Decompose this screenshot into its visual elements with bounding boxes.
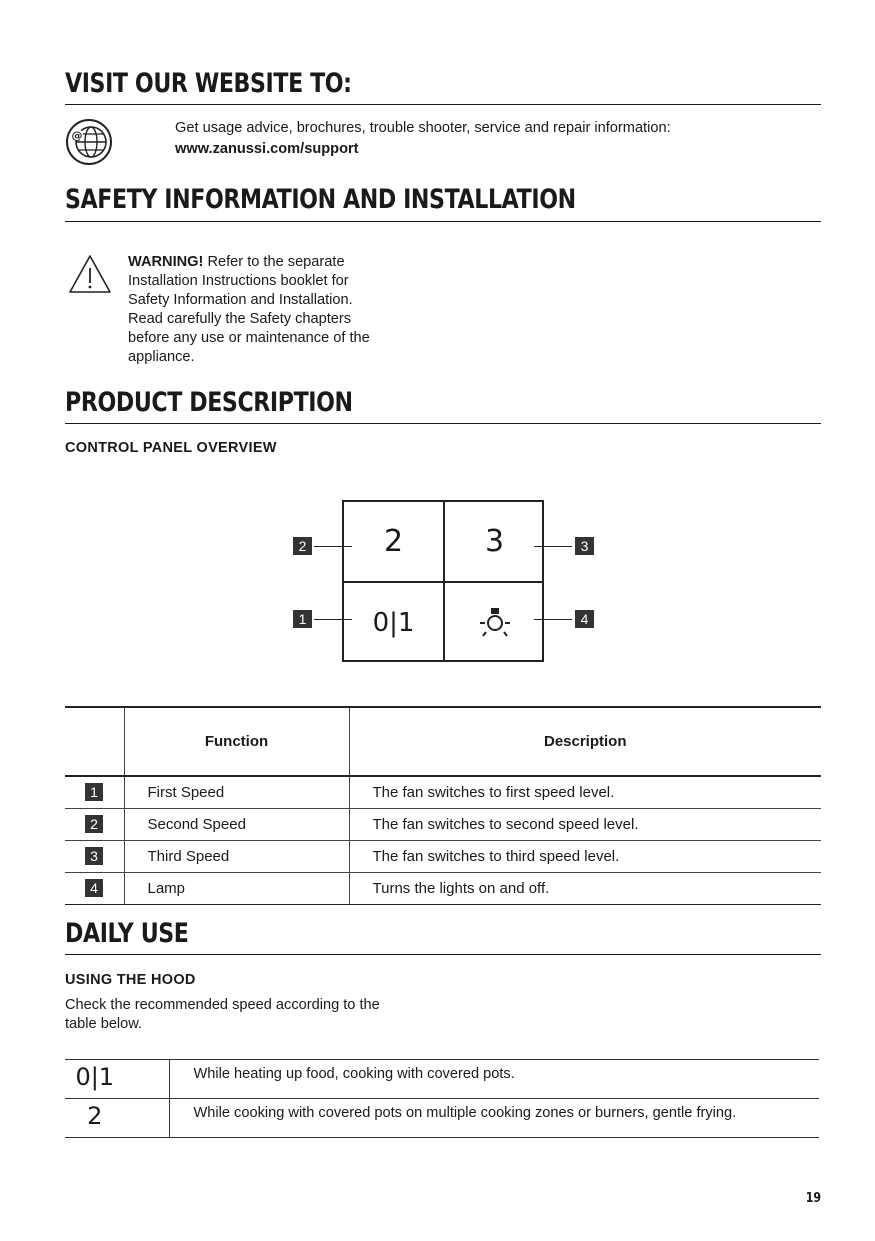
warning-line-3: Safety Information and Installation. xyxy=(128,292,353,308)
usage-text: While cooking with covered pots on multiple cooking zones or burners, gentle frying. xyxy=(169,1099,819,1138)
row-description: Turns the lights on and off. xyxy=(349,872,821,904)
website-heading: VISIT OUR WEBSITE TO: xyxy=(65,68,352,99)
daily-intro xyxy=(65,996,465,1034)
safety-rule xyxy=(65,221,821,222)
warning-line-4: Read carefully the Safety chapters xyxy=(128,311,352,327)
globe-at-icon xyxy=(65,119,113,165)
warning-label: WARNING! xyxy=(128,254,204,270)
callout-3-line xyxy=(534,546,572,547)
table-row xyxy=(65,1099,819,1138)
usage-speed: 2 xyxy=(65,1099,169,1138)
table-row xyxy=(65,776,821,808)
row-function: Lamp xyxy=(124,872,349,904)
table-row xyxy=(65,1060,819,1099)
speed-usage-table xyxy=(65,1059,819,1138)
on-off-speed-1-button[interactable]: 0|1 xyxy=(372,607,415,638)
control-panel-subtitle: CONTROL PANEL OVERVIEW xyxy=(65,440,277,456)
callout-2-line xyxy=(314,546,352,547)
warning-triangle-icon xyxy=(68,254,112,294)
callout-2: 2 xyxy=(293,537,312,555)
header-description: Description xyxy=(349,707,821,776)
usage-speed: 0|1 xyxy=(65,1060,169,1099)
warning-line-2: Installation Instructions booklet for xyxy=(128,273,349,289)
row-badge: 3 xyxy=(85,847,103,865)
callout-1: 1 xyxy=(293,610,312,628)
website-text: Get usage advice, brochures, trouble shooter, service and repair information: xyxy=(175,120,671,136)
lamp-button[interactable] xyxy=(445,583,544,662)
warning-line-5: before any use or maintenance of the xyxy=(128,330,370,346)
daily-use-heading: DAILY USE xyxy=(65,918,189,949)
table-row xyxy=(65,808,821,840)
speed-3-button[interactable]: 3 xyxy=(484,524,505,559)
website-url[interactable]: www.zanussi.com/support xyxy=(175,141,359,157)
table-row xyxy=(65,840,821,872)
callout-4: 4 xyxy=(575,610,594,628)
row-description: The fan switches to first speed level. xyxy=(349,776,821,808)
product-rule xyxy=(65,423,821,424)
product-heading: PRODUCT DESCRIPTION xyxy=(65,387,353,418)
header-function: Function xyxy=(124,707,349,776)
safety-warning xyxy=(128,253,408,367)
lamp-icon xyxy=(477,605,513,641)
row-function: First Speed xyxy=(124,776,349,808)
speed-2-button[interactable]: 2 xyxy=(383,524,404,559)
function-table-header xyxy=(65,707,821,776)
website-rule xyxy=(65,104,821,105)
svg-text:@: @ xyxy=(71,129,83,142)
safety-heading: SAFETY INFORMATION AND INSTALLATION xyxy=(65,184,576,215)
control-panel xyxy=(342,500,544,662)
row-description: The fan switches to second speed level. xyxy=(349,808,821,840)
daily-intro-line-1: Check the recommended speed according to the xyxy=(65,997,380,1013)
warning-line-1: Refer to the separate xyxy=(203,254,345,270)
usage-text: While heating up food, cooking with covered pots. xyxy=(169,1060,819,1099)
daily-intro-line-2: table below. xyxy=(65,1016,143,1032)
function-table xyxy=(65,706,821,905)
daily-use-rule xyxy=(65,954,821,955)
row-function: Second Speed xyxy=(124,808,349,840)
table-row xyxy=(65,872,821,904)
using-hood-subtitle: USING THE HOOD xyxy=(65,972,196,988)
header-num xyxy=(65,707,124,776)
row-description: The fan switches to third speed level. xyxy=(349,840,821,872)
callout-1-line xyxy=(314,619,352,620)
page-number: 19 xyxy=(805,1191,821,1206)
row-badge: 1 xyxy=(85,783,103,801)
row-function: Third Speed xyxy=(124,840,349,872)
row-badge: 4 xyxy=(85,879,103,897)
row-badge: 2 xyxy=(85,815,103,833)
callout-3: 3 xyxy=(575,537,594,555)
warning-line-6: appliance. xyxy=(128,349,195,365)
callout-4-line xyxy=(534,619,572,620)
